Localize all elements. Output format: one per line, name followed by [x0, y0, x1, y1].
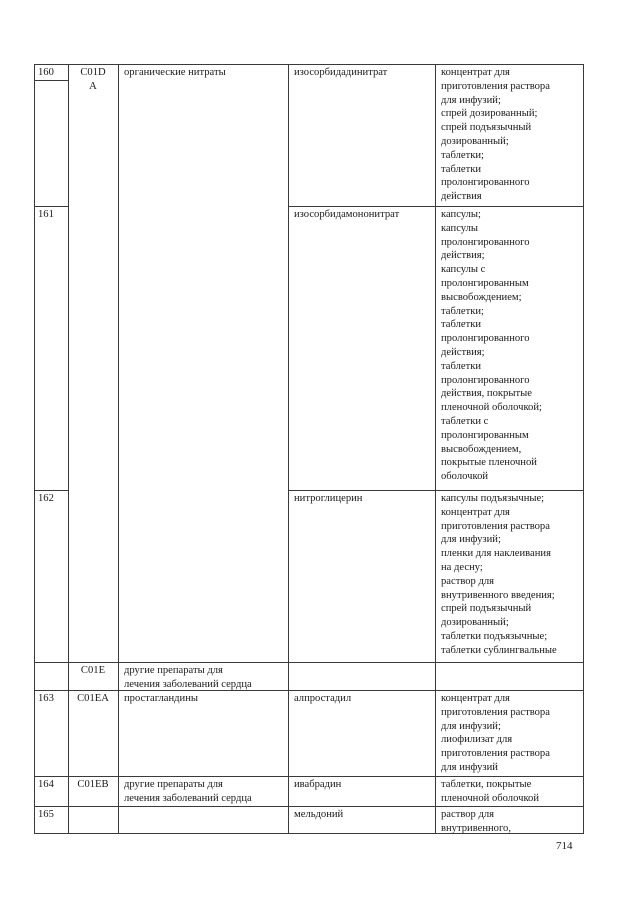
- substance-name: алпростадил: [294, 693, 352, 704]
- atc-code: C01EB: [77, 779, 109, 790]
- substance-name: изосорбидамононитрат: [294, 209, 400, 220]
- page-number: 714: [556, 840, 573, 852]
- dosage-forms: концентрат для приготовления раствора для инфузий; лиофилизат для приготовления раствора для инфузий: [441, 693, 550, 773]
- atc-code: C01EA: [77, 693, 109, 704]
- row-number: 163: [38, 693, 54, 704]
- row-number: 165: [38, 809, 54, 820]
- substance-name: ивабрадин: [294, 779, 342, 790]
- row-number: 164: [38, 779, 54, 790]
- row-number: 161: [38, 209, 54, 220]
- substance-name: мельдоний: [294, 809, 344, 820]
- dosage-forms: концентрат для приготовления раствора для инфузий; спрей дозированный; спрей подъязычный дозированный; таблетки; таблетки пролонгированного действия: [441, 67, 550, 203]
- group-name: другие препараты для лечения заболеваний сердца: [124, 665, 252, 690]
- row-number: 162: [38, 493, 54, 504]
- substance-name: изосорбидадинитрат: [294, 67, 388, 78]
- atc-code: C01E: [80, 665, 106, 676]
- group-name: простагландины: [124, 693, 199, 704]
- row-number: 160: [38, 67, 54, 78]
- dosage-forms: капсулы; капсулы пролонгированного действия; капсулы с пролонгированным высвобождением; таблетки; таблетки пролонгированного действия; таблетки пролонгированного действия, покрытые пленочной оболочкой; таблетки с пролонгированным высвобождением, покрытые пленочной оболочкой: [441, 209, 542, 483]
- atc-code: C01D A: [80, 67, 106, 92]
- dosage-forms: капсулы подъязычные; концентрат для приготовления раствора для инфузий; пленки для наклеивания на десну; раствор для внутривенного введения; спрей подъязычный дозированный; таблетки подъязычные; таблетки сублингвальные: [441, 493, 557, 656]
- dosage-forms: раствор для внутривенного,: [441, 809, 511, 833]
- group-name: органические нитраты: [124, 67, 226, 78]
- dosage-forms: таблетки, покрытые пленочной оболочкой: [441, 779, 540, 804]
- group-name: другие препараты для лечения заболеваний сердца: [124, 779, 252, 804]
- substance-name: нитроглицерин: [294, 493, 363, 504]
